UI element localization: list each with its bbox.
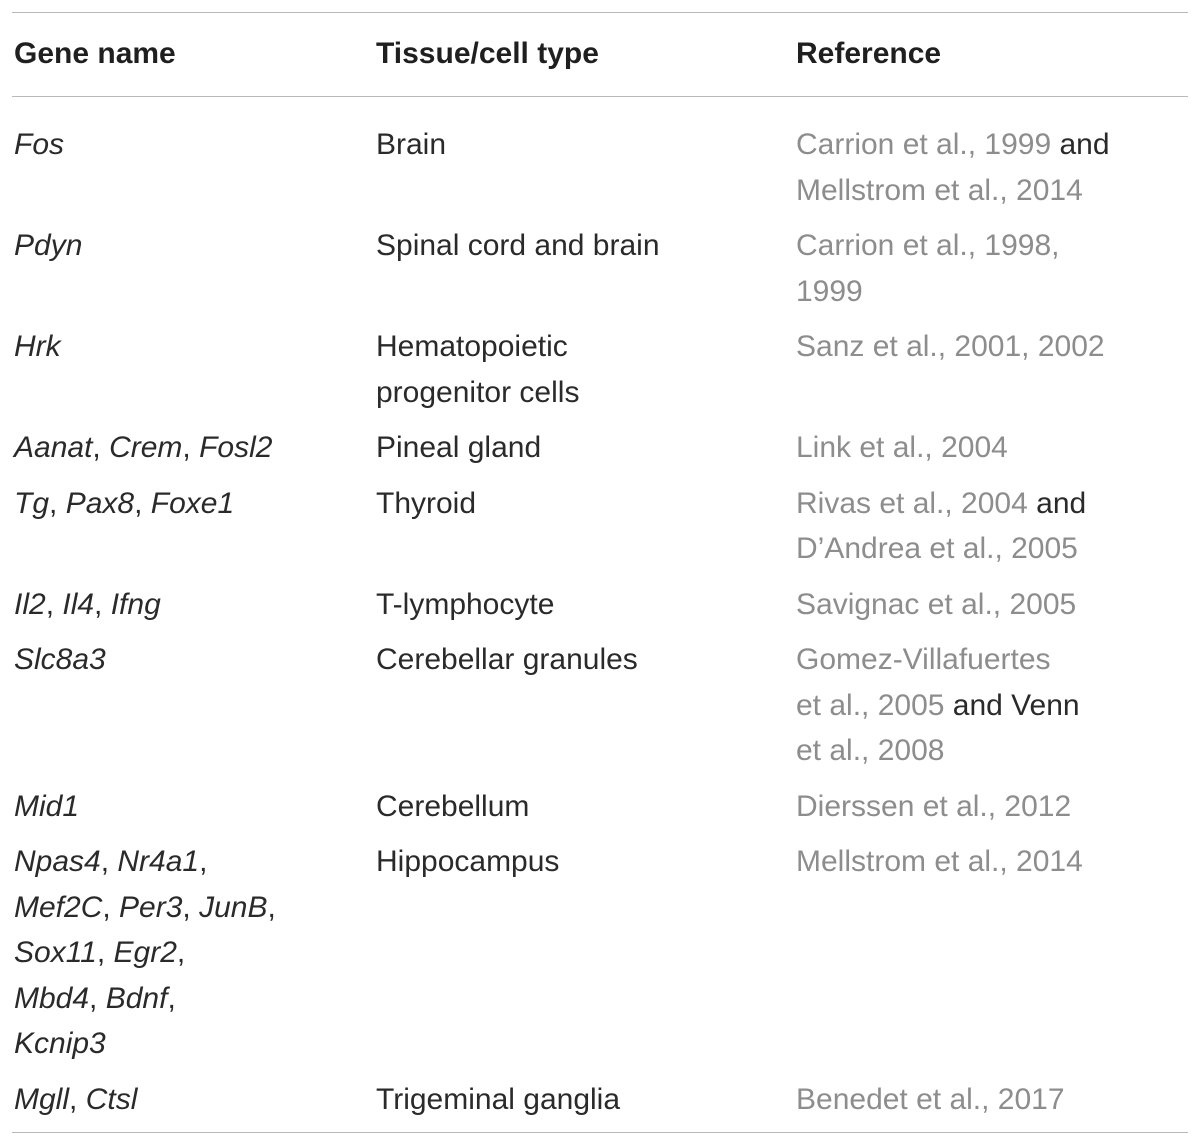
- tissue-line: progenitor cells: [376, 375, 580, 409]
- reference-citation-link[interactable]: 1999: [796, 274, 863, 308]
- gene-name-line: Mgll, Ctsl: [14, 1082, 138, 1116]
- reference-cell: [796, 839, 1188, 885]
- reference-line: [796, 425, 1188, 471]
- tissue-line: Hippocampus: [376, 845, 560, 878]
- tissue-line: Thyroid: [376, 486, 477, 520]
- reference-citation-link[interactable]: Mellstrom et al., 2014: [796, 845, 1083, 878]
- reference-cell: [796, 223, 1188, 314]
- reference-cell: [796, 122, 1188, 213]
- reference-line: [796, 526, 1188, 572]
- tissue-line: Cerebellar granules: [376, 643, 638, 676]
- reference-line: [796, 223, 1188, 269]
- table-header-row: [12, 12, 1188, 96]
- reference-cell: [796, 637, 1188, 774]
- gene-name-cell: [14, 1077, 364, 1123]
- tissue-line: Cerebellum: [376, 789, 530, 823]
- tissue-line: T-lymphocyte: [376, 587, 555, 621]
- reference-line: [796, 324, 1188, 370]
- tissue-cell: [376, 324, 776, 415]
- reference-line: [796, 728, 1188, 774]
- reference-cell: [796, 481, 1188, 572]
- reference-citation-link[interactable]: Dierssen et al., 2012: [796, 789, 1072, 823]
- reference-citation-link[interactable]: Gomez-Villafuertes: [796, 643, 1051, 676]
- tissue-cell: [376, 582, 776, 628]
- tissue-cell: [376, 1077, 776, 1123]
- gene-name-line: Hrk: [14, 330, 61, 363]
- table-row: [12, 223, 1188, 324]
- reference-citation-link[interactable]: Sanz et al., 2001, 2002: [796, 330, 1105, 363]
- gene-name-line: Aanat, Crem, Fosl2: [14, 431, 273, 464]
- reference-connector-text: and Venn: [944, 688, 1080, 722]
- reference-citation-link[interactable]: et al., 2008: [796, 734, 945, 767]
- gene-name-line: Kcnip3: [14, 1027, 106, 1060]
- reference-cell: [796, 425, 1188, 471]
- table-row: [12, 637, 1188, 784]
- reference-cell: [796, 582, 1188, 628]
- tissue-cell: [376, 223, 776, 269]
- gene-name-line: Il2, Il4, Ifng: [14, 587, 161, 621]
- table-row: [12, 425, 1188, 481]
- gene-name-line: Tg, Pax8, Foxe1: [14, 486, 235, 520]
- reference-line: [796, 168, 1188, 214]
- table-body: [12, 122, 1188, 1132]
- header-gene-name: Gene name: [14, 37, 176, 70]
- gene-name-cell: [14, 324, 364, 370]
- gene-name-cell: [14, 582, 364, 628]
- table-row: [12, 582, 1188, 638]
- tissue-cell: [376, 784, 776, 830]
- reference-line: [796, 582, 1188, 628]
- reference-cell: [796, 1077, 1188, 1123]
- tissue-cell: [376, 637, 776, 683]
- reference-citation-link[interactable]: Carrion et al., 1999: [796, 128, 1052, 161]
- reference-citation-link[interactable]: Carrion et al., 1998,: [796, 229, 1060, 262]
- reference-connector-text: and: [1027, 486, 1087, 520]
- reference-line: [796, 481, 1188, 527]
- gene-name-line: Npas4, Nr4a1,: [14, 845, 208, 878]
- reference-citation-link[interactable]: Rivas et al., 2004: [796, 486, 1028, 520]
- reference-line: [796, 1077, 1188, 1123]
- reference-citation-link[interactable]: Benedet et al., 2017: [796, 1082, 1065, 1116]
- table-row: [12, 784, 1188, 840]
- reference-citation-link[interactable]: D’Andrea et al., 2005: [796, 532, 1078, 565]
- tissue-cell: [376, 481, 776, 527]
- gene-name-line: Pdyn: [14, 229, 83, 262]
- gene-name-line: Mef2C, Per3, JunB,: [14, 890, 276, 924]
- tissue-line: Trigeminal ganglia: [376, 1082, 621, 1116]
- gene-name-line: Slc8a3: [14, 643, 106, 676]
- reference-citation-link[interactable]: Savignac et al., 2005: [796, 587, 1077, 621]
- reference-citation-link[interactable]: Link et al., 2004: [796, 431, 1008, 464]
- gene-name-cell: [14, 223, 364, 269]
- tissue-line: Hematopoietic: [376, 330, 568, 363]
- gene-name-cell: [14, 481, 364, 527]
- reference-line: [796, 269, 1188, 315]
- table-row: [12, 839, 1188, 1077]
- tissue-cell: [376, 425, 776, 471]
- tissue-line: Brain: [376, 128, 447, 161]
- reference-cell: [796, 784, 1188, 830]
- gene-name-cell: [14, 839, 364, 1067]
- gene-name-line: Fos: [14, 128, 65, 161]
- tissue-line: Spinal cord and brain: [376, 229, 660, 262]
- table-row: [12, 324, 1188, 425]
- table-row: [12, 1077, 1188, 1133]
- gene-name-line: Sox11, Egr2,: [14, 936, 186, 969]
- tissue-cell: [376, 122, 776, 168]
- reference-citation-link[interactable]: Mellstrom et al., 2014: [796, 173, 1083, 207]
- gene-name-cell: [14, 637, 364, 683]
- reference-connector-text: and: [1051, 128, 1110, 161]
- gene-name-cell: [14, 784, 364, 830]
- reference-citation-link[interactable]: et al., 2005: [796, 688, 945, 722]
- header-tissue-cell-type: Tissue/cell type: [376, 37, 599, 70]
- reference-line: [796, 122, 1188, 168]
- header-reference: Reference: [796, 37, 942, 70]
- reference-line: [796, 784, 1188, 830]
- tissue-line: Pineal gland: [376, 431, 542, 464]
- reference-cell: [796, 324, 1188, 370]
- gene-name-line: Mbd4, Bdnf,: [14, 981, 176, 1015]
- reference-line: [796, 637, 1188, 683]
- table-bottom-rule: [12, 1132, 1188, 1133]
- gene-name-line: Mid1: [14, 789, 80, 823]
- gene-name-cell: [14, 122, 364, 168]
- reference-line: [796, 683, 1188, 729]
- table-row: [12, 122, 1188, 223]
- tissue-cell: [376, 839, 776, 885]
- table-row: [12, 481, 1188, 582]
- reference-line: [796, 839, 1188, 885]
- table-header-rule: [12, 96, 1188, 97]
- gene-name-cell: [14, 425, 364, 471]
